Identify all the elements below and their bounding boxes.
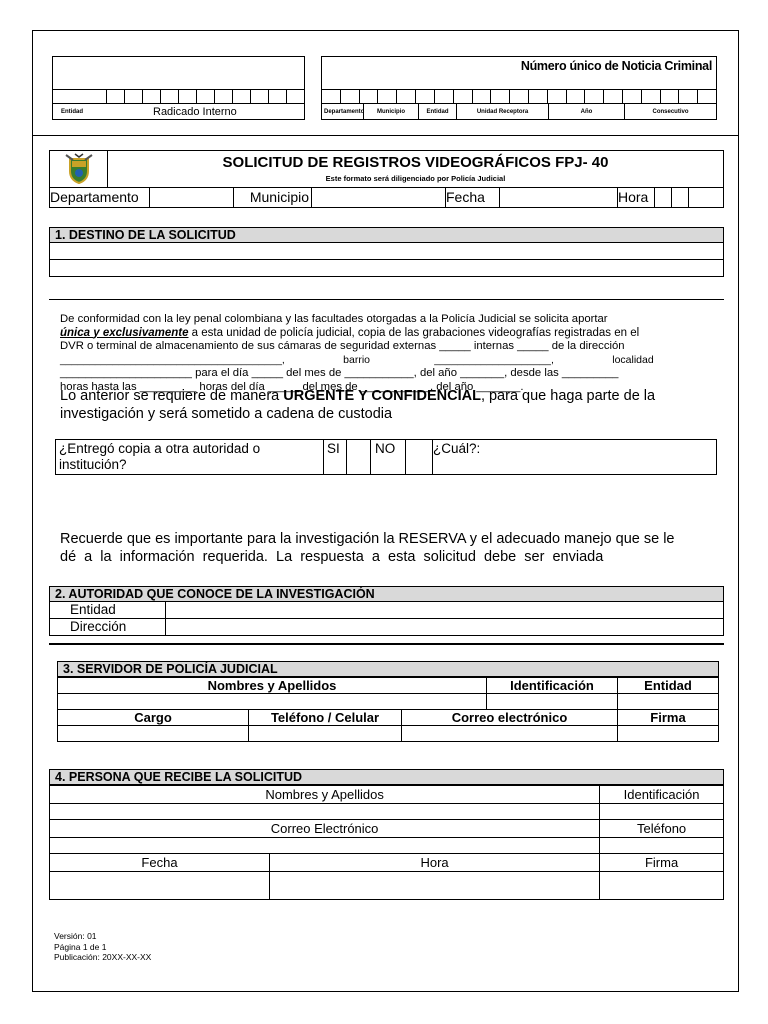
fecha-label: Fecha bbox=[446, 188, 500, 207]
noticia-municipio-label: Municipio bbox=[364, 104, 419, 120]
section4-identificacion-header: Identificación bbox=[600, 786, 724, 804]
paragraph-line bbox=[60, 327, 717, 341]
section1-row-1[interactable] bbox=[49, 243, 724, 260]
si-label: SI bbox=[324, 440, 347, 474]
no-checkbox[interactable] bbox=[406, 440, 433, 474]
request-paragraph bbox=[60, 313, 717, 394]
section2-entidad-field[interactable] bbox=[166, 602, 723, 618]
urgent-text-b: , para que haga parte de la bbox=[480, 388, 656, 404]
paragraph-line: De conformidad con la ley penal colombiana y las facultades otorgadas a la Policía Judicial se solicita aportar bbox=[60, 313, 608, 325]
section4-correo-field[interactable] bbox=[50, 838, 600, 854]
footer bbox=[54, 931, 151, 963]
noticia-grid bbox=[322, 89, 716, 103]
copia-question: ¿Entregó copia a otra autoridad o institución? bbox=[56, 440, 324, 474]
section4-firma-field[interactable] bbox=[600, 872, 724, 900]
radicado-box bbox=[52, 56, 305, 120]
noticia-consecutivo-label: Consecutivo bbox=[652, 108, 689, 115]
title-block bbox=[49, 150, 724, 188]
departamento-field[interactable] bbox=[150, 188, 234, 207]
section4-hora-header: Hora bbox=[270, 854, 600, 872]
section2-entidad-label: Entidad bbox=[50, 602, 166, 618]
section3-cargo-header: Cargo bbox=[58, 710, 249, 726]
radicado-interno-label: Radicado Interno bbox=[153, 105, 237, 118]
header-fields-row bbox=[49, 188, 724, 208]
section4-telefono-field[interactable] bbox=[600, 838, 724, 854]
paragraph-line: ______________________________________, barrio ____________________, localidad bbox=[60, 353, 654, 366]
section4-title: 4. PERSONA QUE RECIBE LA SOLICITUD bbox=[49, 769, 724, 785]
footer-version: Versión: 01 bbox=[54, 931, 97, 941]
section3-nombres-field[interactable] bbox=[58, 694, 487, 710]
section4-fecha-field[interactable] bbox=[50, 872, 270, 900]
section3-identificacion-header: Identificación bbox=[486, 678, 617, 694]
si-checkbox[interactable] bbox=[347, 440, 371, 474]
section4-hora-field[interactable] bbox=[270, 872, 600, 900]
section2 bbox=[49, 586, 724, 636]
form-title: SOLICITUD DE REGISTROS VIDEOGRÁFICOS FPJ- 40 bbox=[222, 154, 609, 171]
noticia-criminal-title: Número único de Noticia Criminal bbox=[520, 59, 712, 73]
section1-row-2[interactable] bbox=[49, 260, 724, 277]
municipio-field[interactable] bbox=[312, 188, 446, 207]
footer-publicacion: Publicación: 20XX-XX-XX bbox=[54, 952, 152, 962]
reserva-paragraph bbox=[60, 530, 717, 566]
coat-of-arms-icon bbox=[64, 153, 94, 185]
no-label: NO bbox=[371, 440, 406, 474]
hora-field-1[interactable] bbox=[655, 188, 672, 207]
radicado-entidad-label: Entidad bbox=[61, 108, 83, 115]
section4-fecha-header: Fecha bbox=[50, 854, 270, 872]
section4-telefono-header: Teléfono bbox=[600, 820, 724, 838]
section4-firma-header: Firma bbox=[600, 854, 724, 872]
form-subtitle: Este formato será diligenciado por Policía Judicial bbox=[325, 174, 506, 183]
divider bbox=[49, 299, 724, 300]
urgent-paragraph bbox=[60, 387, 717, 423]
reserva-line-2: dé a la información requerida. La respuesta a esta solicitud debe ser enviada bbox=[60, 549, 604, 565]
section2-direccion-label: Dirección bbox=[50, 619, 166, 635]
hora-field-3[interactable] bbox=[689, 188, 723, 207]
section3-firma-header: Firma bbox=[617, 710, 718, 726]
copia-row bbox=[55, 439, 717, 475]
municipio-label: Municipio bbox=[234, 188, 312, 207]
paragraph-line: horas hasta las _________ horas del día _____ del mes de ___________, del año _______. bbox=[60, 380, 524, 393]
section4-nombres-field[interactable] bbox=[50, 804, 600, 820]
radicado-grid bbox=[53, 89, 304, 103]
urgent-text-c: investigación y será sometido a cadena de custodia bbox=[60, 406, 393, 422]
section3-entidad-field[interactable] bbox=[617, 694, 718, 710]
noticia-criminal-box bbox=[321, 56, 717, 120]
footer-pagina: Página 1 de 1 bbox=[54, 941, 107, 952]
reserva-line-1: Recuerde que es importante para la investigación la RESERVA y el adecuado manejo que se le bbox=[60, 531, 675, 547]
divider bbox=[49, 643, 724, 645]
section4-identificacion-field[interactable] bbox=[600, 804, 724, 820]
noticia-departamento-label: Departamento bbox=[322, 104, 364, 120]
logo-cell bbox=[50, 151, 108, 187]
section2-title: 2. AUTORIDAD QUE CONOCE DE LA INVESTIGACIÓN bbox=[49, 586, 724, 602]
departamento-label: Departamento bbox=[50, 188, 150, 207]
section1-title: 1. DESTINO DE LA SOLICITUD bbox=[49, 227, 724, 243]
paragraph-line: DVR o terminal de almacenamiento de sus cámaras de seguridad externas _____ internas _____ de la dirección bbox=[60, 340, 625, 352]
hora-label: Hora bbox=[618, 188, 655, 207]
section1 bbox=[49, 227, 724, 277]
paragraph-line: _____________________ para el día _____ del mes de ___________, del año _______, desde las _________ bbox=[60, 367, 619, 379]
section3-entidad-header: Entidad bbox=[617, 678, 718, 694]
section3-correo-field[interactable] bbox=[402, 726, 618, 742]
emphasis-text: única y exclusivamente bbox=[60, 326, 189, 339]
section2-direccion-field[interactable] bbox=[166, 619, 723, 635]
section3 bbox=[57, 661, 719, 742]
paragraph-text: a esta unidad de policía judicial, copia de las grabaciones videografías registradas en el bbox=[188, 326, 640, 339]
section3-title: 3. SERVIDOR DE POLICÍA JUDICIAL bbox=[57, 661, 719, 677]
noticia-unidad-label: Unidad Receptora bbox=[457, 104, 549, 120]
section4-nombres-header: Nombres y Apellidos bbox=[50, 786, 600, 804]
section3-telefono-field[interactable] bbox=[249, 726, 402, 742]
section3-nombres-header: Nombres y Apellidos bbox=[58, 678, 487, 694]
cual-field[interactable]: ¿Cuál?: bbox=[433, 441, 481, 456]
urgent-text-a: Lo anterior se requiere de manera bbox=[60, 388, 284, 404]
section3-identificacion-field[interactable] bbox=[486, 694, 617, 710]
noticia-ano-label: Año bbox=[549, 104, 625, 120]
form-page bbox=[32, 30, 739, 992]
noticia-entidad-label: Entidad bbox=[419, 104, 457, 120]
section3-table bbox=[57, 677, 719, 742]
section3-telefono-header: Teléfono / Celular bbox=[249, 710, 402, 726]
urgent-bold: URGENTE Y CONFIDENCIAL bbox=[283, 388, 481, 404]
section3-correo-header: Correo electrónico bbox=[402, 710, 618, 726]
section4 bbox=[49, 769, 724, 900]
section4-correo-header: Correo Electrónico bbox=[50, 820, 600, 838]
section4-table bbox=[49, 785, 724, 900]
section3-cargo-field[interactable] bbox=[58, 726, 249, 742]
fecha-field[interactable] bbox=[500, 188, 618, 207]
section3-firma-field[interactable] bbox=[617, 726, 718, 742]
hora-field-2[interactable] bbox=[672, 188, 689, 207]
divider bbox=[33, 135, 738, 136]
